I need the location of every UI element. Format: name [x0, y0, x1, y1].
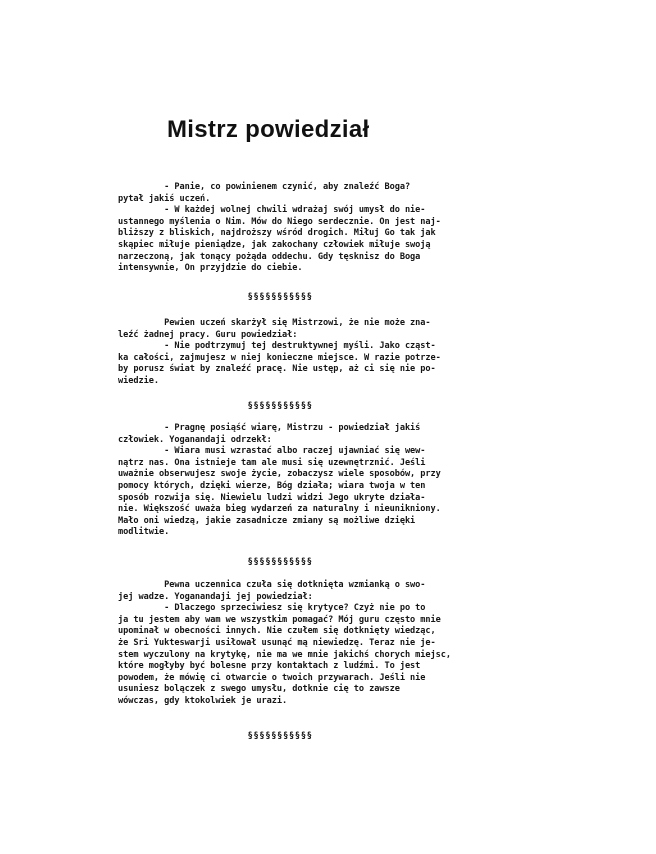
- text-line: uważnie obserwujesz swoje życie, zobaczysz wiele sposobów, przy: [118, 469, 441, 480]
- paragraph-block: [118, 580, 558, 708]
- section-separator: §§§§§§§§§§§: [247, 401, 313, 411]
- text-line: ja tu jestem aby wam we wszystkim pomagać? Mój guru często mnie: [118, 614, 441, 625]
- text-line: że Sri Yukteswarji usiłował usunąć mą niewiedzę. Teraz nie je-: [118, 637, 436, 648]
- text-line: bliższy z bliskich, najdroższy wśród drogich. Miłuj Go tak jak: [118, 228, 436, 239]
- text-line: by porusz świat by znaleźć pracę. Nie ustęp, aż ci się nie po-: [118, 364, 436, 375]
- text-line: stem wyczulony na krytykę, nie ma we mnie jakichś chorych miejsc,: [118, 649, 452, 660]
- text-line: Mało oni wiedzą, jakie zasadnicze zmiany są możliwe dzięki: [118, 515, 416, 526]
- text-line: ustannego myślenia o Nim. Mów do Niego serdecznie. On jest naj-: [118, 216, 441, 227]
- text-line: narzeczoną, jak tonący pożąda oddechu. Gdy tęsknisz do Boga: [118, 251, 421, 262]
- text-line: leźć żadnej pracy. Guru powiedział:: [118, 329, 298, 340]
- text-line: wówczas, gdy ktokolwiek je urazi.: [118, 695, 288, 706]
- text-line: - Wiara musi wzrastać albo raczej ujawniać się wew-: [118, 446, 426, 457]
- text-line: - Panie, co powinienem czynić, aby znaleźć Boga?: [118, 182, 411, 192]
- text-line: ka całości, zajmujesz w niej konieczne miejsce. W razie potrze-: [118, 352, 441, 363]
- text-line: - Pragnę posiąść wiarę, Mistrzu - powiedział jakiś: [118, 423, 421, 433]
- text-line: - Nie podtrzymuj tej destruktywnej myśli. Jako cząst-: [118, 341, 436, 352]
- text-line: - W każdej wolnej chwili wdrażaj swój umysł do nie-: [118, 205, 426, 216]
- page-title: Mistrz powiedział: [167, 116, 370, 143]
- text-line: jej wadze. Yoganandaji jej powiedział:: [118, 591, 313, 602]
- paragraph-block: [118, 318, 558, 388]
- text-line: Pewna uczennica czuła się dotknięta wzmianką o swo-: [118, 580, 426, 590]
- text-line: - Dlaczego sprzeciwiesz się krytyce? Czyż nie po to: [118, 603, 426, 614]
- text-line: powodem, że mówię ci otwarcie o twoich przywarach. Jeśli nie: [118, 672, 426, 683]
- text-line: nie. Większość uważa bieg wydarzeń za naturalny i nieunikniony.: [118, 504, 441, 515]
- text-line: usuniesz bolączek z swego umysłu, dotknie cię to zawsze: [118, 684, 400, 695]
- text-line: sposób rozwija się. Niewielu ludzi widzi Jego ukryte działa-: [118, 492, 426, 503]
- text-line: upominał w obecności innych. Nie czułem się dotknięty wiedząc,: [118, 626, 436, 637]
- section-separator: §§§§§§§§§§§: [247, 557, 313, 567]
- text-line: pomocy których, dzięki wierze, Bóg działa; wiara twoja w ten: [118, 480, 426, 491]
- paragraph-block: [118, 182, 558, 275]
- text-line: Pewien uczeń skarżył się Mistrzowi, że nie może zna-: [118, 318, 431, 328]
- text-line: modlitwie.: [118, 527, 170, 538]
- paragraph-block: [118, 423, 558, 539]
- section-separator: §§§§§§§§§§§: [247, 292, 313, 302]
- text-line: które mogłyby być bolesne przy kontaktach z ludźmi. To jest: [118, 661, 421, 672]
- text-line: nątrz nas. Ona istnieje tam ale musi się uzewnętrznić. Jeśli: [118, 457, 426, 468]
- text-line: pytał jakiś uczeń.: [118, 193, 211, 204]
- text-line: wiedzie.: [118, 375, 159, 386]
- text-line: intensywnie, On przyjdzie do ciebie.: [118, 263, 303, 274]
- text-line: skąpiec miłuje pieniądze, jak zakochany człowiek miłuje swoją: [118, 239, 431, 250]
- section-separator: §§§§§§§§§§§: [247, 731, 313, 741]
- text-line: człowiek. Yoganandaji odrzekł:: [118, 434, 272, 445]
